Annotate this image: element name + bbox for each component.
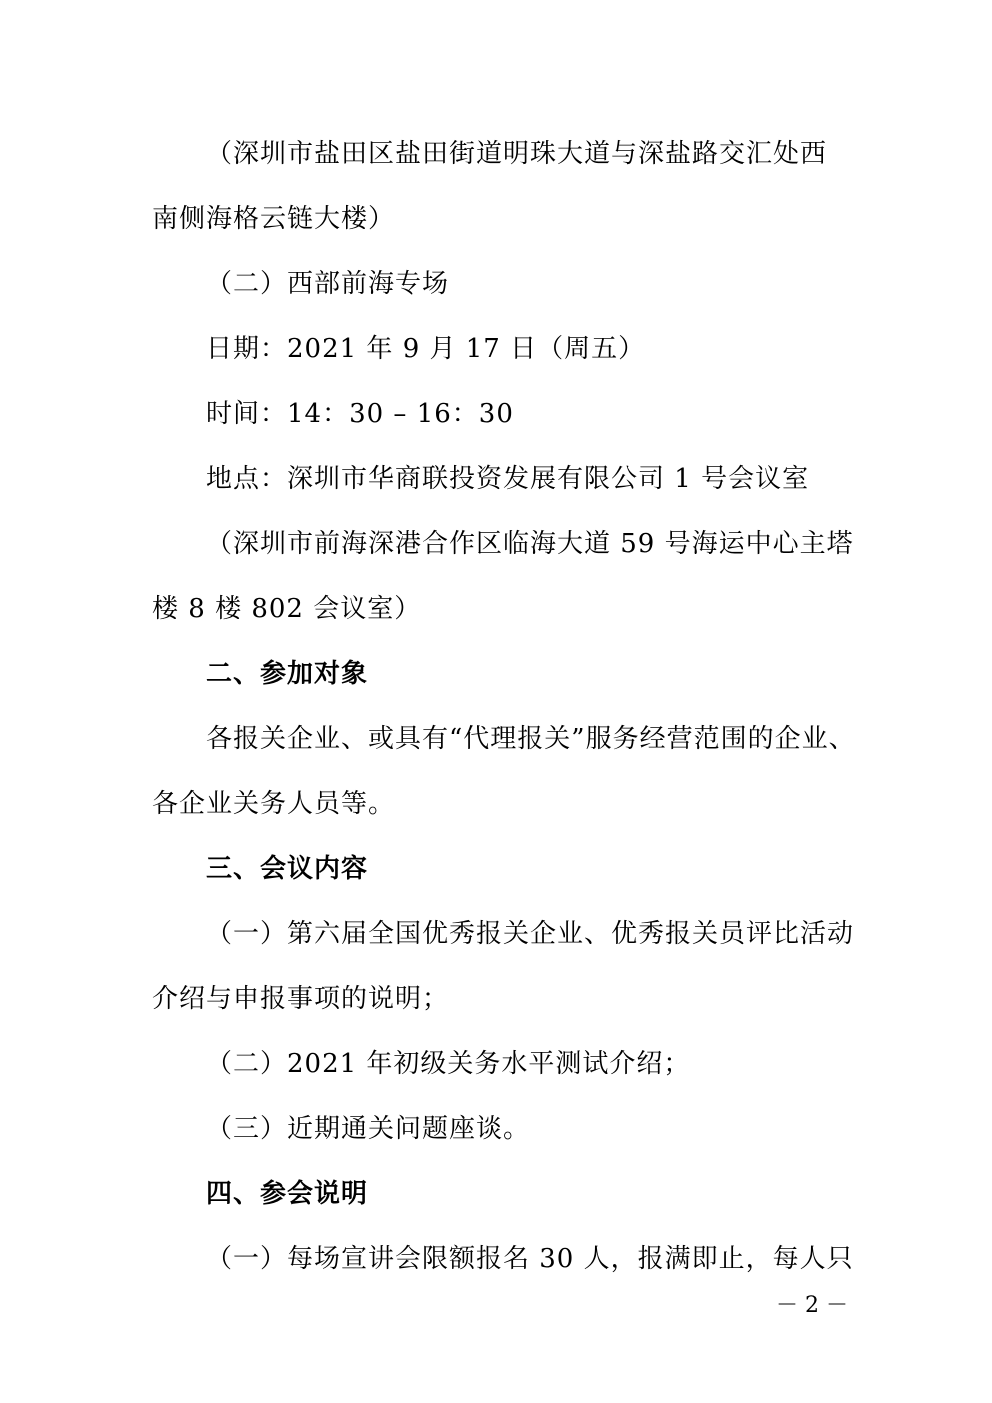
session-west-qianhai-title: （二）西部前海专场 (206, 269, 450, 299)
venue-address-line-1: （深圳市盐田区盐田街道明珠大道与深盐路交汇处西 (206, 139, 828, 169)
location-address-line-1: （深圳市前海深港合作区临海大道 59 号海运中心主塔 (206, 529, 854, 559)
session-time: 时间：14：30 – 16：30 (206, 399, 514, 429)
participants-text-line-2: 各企业关务人员等。 (152, 789, 396, 819)
session-location: 地点：深圳市华商联投资发展有限公司 1 号会议室 (206, 464, 810, 494)
content-item-2: （二）2021 年初级关务水平测试介绍； (206, 1049, 691, 1079)
section-heading-content: 三、会议内容 (206, 854, 369, 884)
section-heading-participants: 二、参加对象 (206, 659, 369, 689)
venue-address-line-2: 南侧海格云链大楼） (152, 204, 396, 234)
page-number: － 2 － (776, 1293, 848, 1318)
attendance-note-1: （一）每场宣讲会限额报名 30 人，报满即止，每人只 (206, 1244, 854, 1274)
section-heading-attendance-notes: 四、参会说明 (206, 1179, 369, 1209)
content-item-1-line-2: 介绍与申报事项的说明； (152, 984, 450, 1014)
participants-text-line-1: 各报关企业、或具有“代理报关”服务经营范围的企业、 (206, 724, 856, 754)
location-address-line-2: 楼 8 楼 802 会议室） (152, 594, 422, 624)
content-item-3: （三）近期通关问题座谈。 (206, 1114, 531, 1144)
session-date: 日期：2021 年 9 月 17 日（周五） (206, 334, 646, 364)
content-item-1-line-1: （一）第六届全国优秀报关企业、优秀报关员评比活动 (206, 919, 855, 949)
